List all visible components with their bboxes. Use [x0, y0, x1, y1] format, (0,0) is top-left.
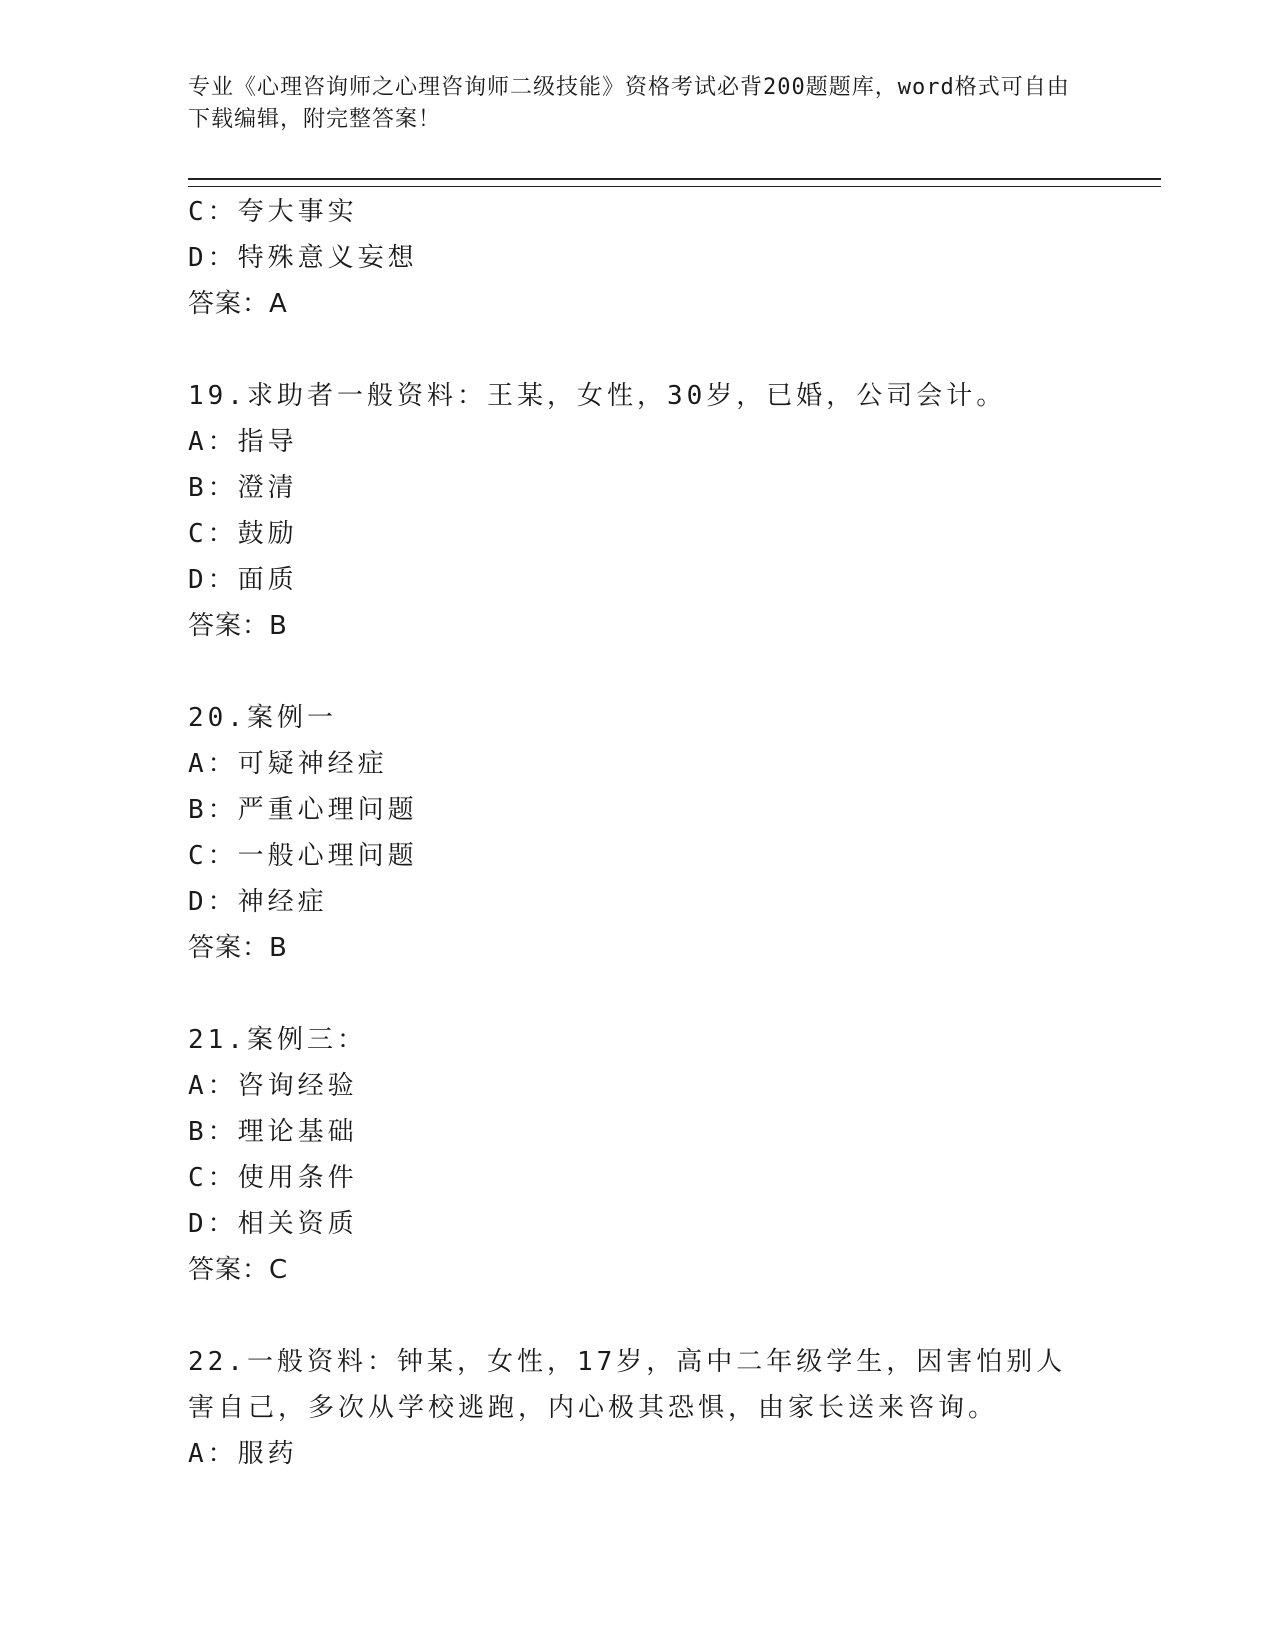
option-c: C：使用条件	[188, 1163, 358, 1193]
option-a: A：咨询经验	[188, 1071, 358, 1101]
spacer	[188, 649, 1088, 695]
option-a: A：指导	[188, 427, 298, 457]
spacer	[188, 327, 1088, 373]
option-d: D：面质	[188, 565, 298, 595]
question-stem: 21.案例三：	[188, 1025, 367, 1055]
option-b: B：理论基础	[188, 1117, 358, 1147]
option-c: C：夸大事实	[188, 197, 358, 227]
spacer	[188, 1293, 1088, 1339]
question-19	[188, 373, 1088, 649]
question-21	[188, 1017, 1088, 1293]
option-b: B：澄清	[188, 473, 298, 503]
option-b: B：严重心理问题	[188, 795, 418, 825]
option-a: A：服药	[188, 1439, 298, 1469]
option-c: C：鼓励	[188, 519, 298, 549]
header-divider	[188, 178, 1161, 187]
spacer	[188, 971, 1088, 1017]
option-a: A：可疑神经症	[188, 749, 388, 779]
question-stem: 22.一般资料：钟某，女性，17岁，高中二年级学生，因害怕别人害自己，多次从学校逃跑，内心极其恐惧，由家长送来咨询。	[188, 1347, 1067, 1423]
question-stem: 19.求助者一般资料：王某，女性，30岁，已婚，公司会计。	[188, 381, 1007, 411]
answer-line: 答案：C	[188, 1255, 289, 1285]
option-d: D：神经症	[188, 887, 328, 917]
question-20	[188, 695, 1088, 971]
question-list	[188, 189, 1088, 1477]
option-c: C：一般心理问题	[188, 841, 418, 871]
answer-line: 答案：A	[188, 289, 288, 319]
option-d: D：特殊意义妄想	[188, 243, 418, 273]
answer-line: 答案：B	[188, 933, 288, 963]
answer-line: 答案：B	[188, 611, 288, 641]
document-header: 专业《心理咨询师之心理咨询师二级技能》资格考试必背200题题库，word格式可自由下载编辑，附完整答案！	[188, 75, 1070, 132]
option-d: D：相关资质	[188, 1209, 358, 1239]
question-stem: 20.案例一	[188, 703, 337, 733]
question-22	[188, 1339, 1088, 1477]
